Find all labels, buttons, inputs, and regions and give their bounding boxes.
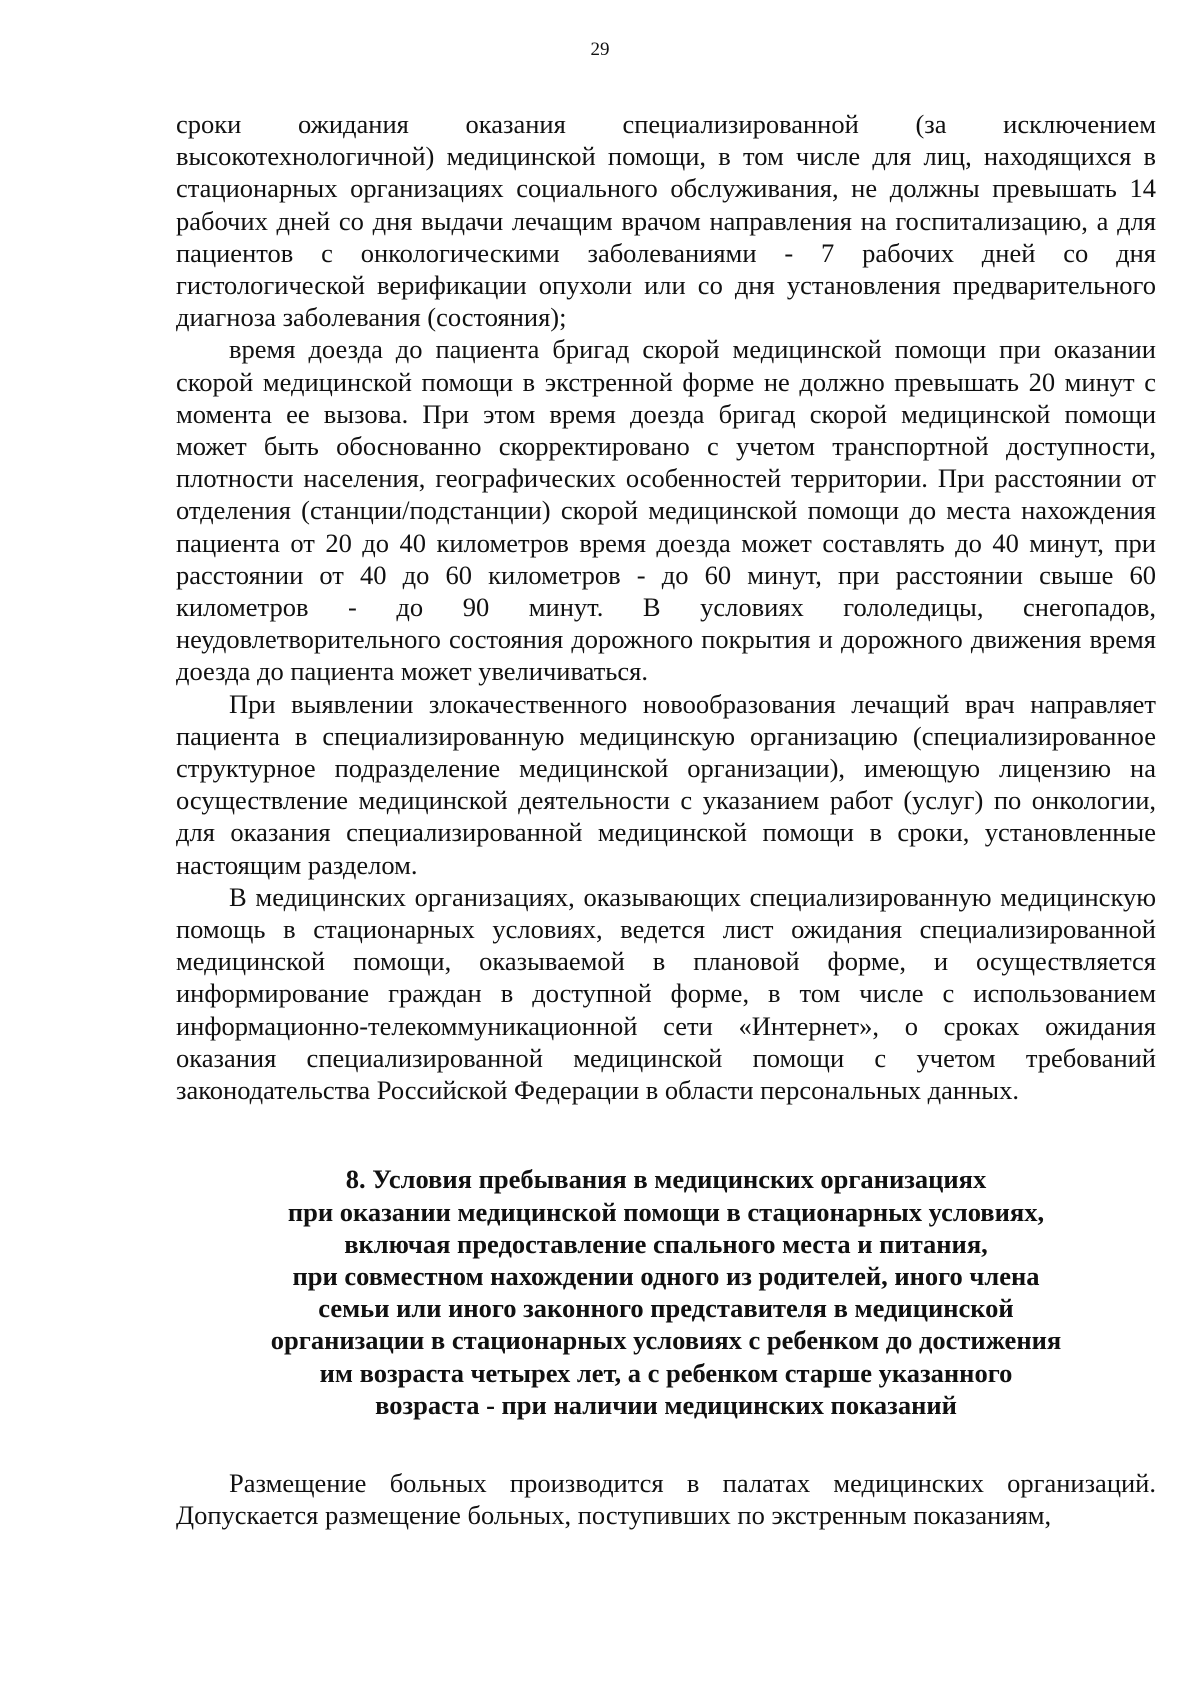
section-heading-line: возраста - при наличии медицинских показаний [375, 1389, 957, 1420]
paragraph-ambulance-arrival: время доезда до пациента бригад скорой медицинской помощи при оказании скорой медицинской помощи в экстренной форме не должно превышать 20 минут с момента ее вызова. При этом время доезда бригад скорой медицинской помощи может быть обоснованно скорректировано с учетом транспортной доступности, плотности населения, географических особенностей территории. При расстоянии от отделения (станции/подстанции) скорой медицинской помощи до места нахождения пациента от 20 до 40 километров время доезда может составлять до 40 минут, при расстоянии от 40 до 60 километров - до 60 минут, при расстоянии свыше 60 километров - до 90 минут. В условиях гололедицы, снегопадов, неудовлетворительного состояния дорожного покрытия и дорожного движения время доезда до пациента может увеличиваться. [176, 334, 1156, 687]
paragraph-patient-placement: Размещение больных производится в палатах медицинских организаций. Допускается размещение больных, поступивших по экстренным показаниям, [176, 1467, 1156, 1531]
page-number: 29 [590, 39, 610, 60]
section-heading-line: 8. Условия пребывания в медицинских организациях [345, 1164, 987, 1195]
section-heading-line: при оказании медицинской помощи в стационарных условиях, [287, 1196, 1045, 1227]
section-heading-line: им возраста четырех лет, а с ребенком старше указанного [319, 1357, 1013, 1388]
paragraph-waiting-times: сроки ожидания оказания специализированной (за исключением высокотехнологичной) медицинской помощи, в том числе для лиц, находящихся в стационарных организациях социального обслуживания, не должны превышать 14 рабочих дней со дня выдачи лечащим врачом направления на госпитализацию, а для пациентов с онкологическими заболеваниями - 7 рабочих дней со дня гистологической верификации опухоли или со дня установления предварительного диагноза заболевания (состояния); [176, 109, 1156, 333]
document-body [176, 108, 1156, 1531]
section-8-heading [176, 1163, 1156, 1421]
section-heading-line: организации в стационарных условиях с ребенком до достижения [270, 1325, 1062, 1356]
section-heading-line: семьи или иного законного представителя в медицинской [318, 1293, 1014, 1324]
section-heading-line: при совместном нахождении одного из родителей, иного члена [292, 1260, 1040, 1291]
paragraph-oncology-referral: При выявлении злокачественного новообразования лечащий врач направляет пациента в специализированную медицинскую организацию (специализированное структурное подразделение медицинской организации), имеющую лицензию на осуществление медицинской деятельности с указанием работ (услуг) по онкологии, для оказания специализированной медицинской помощи в сроки, установленные настоящим разделом. [176, 688, 1156, 880]
section-heading-line: включая предоставление спального места и питания, [344, 1228, 988, 1259]
paragraph-waiting-list: В медицинских организациях, оказывающих специализированную медицинскую помощь в стационарных условиях, ведется лист ожидания специализированной медицинской помощи, оказываемой в плановой форме, и осуществляется информирование граждан в доступной форме, в том числе с использованием информационно-телекоммуникационной сети «Интернет», о сроках ожидания оказания специализированной медицинской помощи с учетом требований законодательства Российской Федерации в области персональных данных. [176, 881, 1156, 1106]
